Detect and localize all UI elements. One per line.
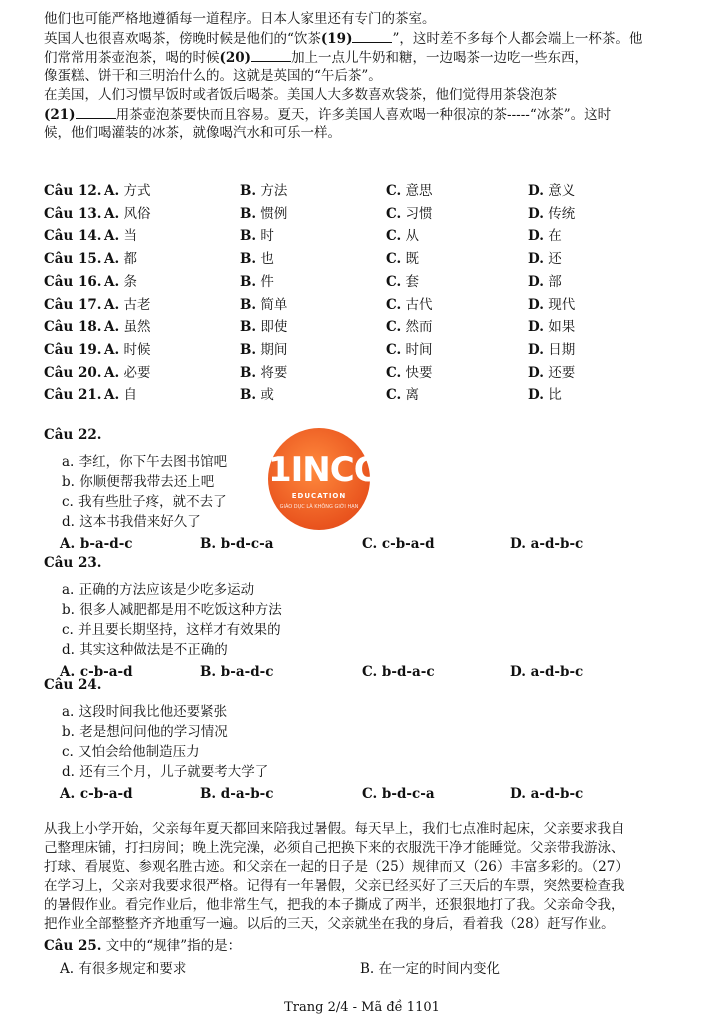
blank-number-20: (20) [219, 50, 252, 66]
option-a[interactable] [104, 295, 150, 315]
option-a[interactable]: A. c-b-a-d [60, 786, 133, 802]
option-letter: A. [104, 228, 120, 245]
option-text: 即使 [260, 319, 288, 336]
option-text: 方法 [260, 183, 288, 199]
option-letter: C. [386, 387, 402, 404]
question-label: Câu 21. [44, 387, 102, 404]
option-c[interactable]: C. b-d-a-c [362, 664, 435, 680]
option-letter: D. [528, 341, 544, 358]
option-letter: A. [104, 364, 120, 381]
question-row [44, 181, 694, 201]
question-row [44, 272, 694, 292]
option-letter: C. [386, 364, 402, 381]
question-label: Câu 17. [44, 296, 102, 313]
question-label: Câu 19. [44, 341, 102, 358]
option-c[interactable] [386, 272, 419, 292]
question-label: Câu 20. [44, 364, 102, 381]
question-row [44, 363, 694, 383]
option-letter: A. [104, 205, 120, 222]
option-c[interactable] [386, 181, 433, 201]
logo-text: 1INCO [268, 450, 382, 490]
sentence-item: c. 又怕会给他制造压力 [62, 744, 200, 760]
option-a[interactable] [104, 204, 150, 224]
option-text: 必要 [123, 364, 151, 381]
option-c[interactable] [386, 204, 433, 224]
option-text: 都 [123, 251, 137, 268]
option-text: 意思 [405, 183, 433, 199]
option-text: 件 [260, 273, 274, 290]
option-text: 时 [260, 228, 274, 245]
option-d[interactable] [528, 363, 575, 383]
question-row [44, 249, 694, 269]
passage2-line-5: 的暑假作业。看完作业后，他非常生气，把我的本子撕成了两半，还狠狠地打了我。父亲命令我， [44, 897, 625, 913]
inco-logo [268, 428, 382, 530]
option-b[interactable] [240, 317, 287, 337]
question-row [44, 295, 694, 315]
sentence-item: a. 正确的方法应该是少吃多运动 [62, 582, 255, 598]
option-a[interactable]: A. 有很多规定和要求 [60, 961, 187, 977]
option-text: 将要 [260, 364, 288, 381]
sentence-item: b. 很多人减肥都是用不吃饭这种方法 [62, 602, 282, 618]
option-letter: D. [528, 183, 544, 199]
option-a[interactable] [104, 363, 150, 383]
option-b[interactable] [240, 249, 274, 269]
option-letter: B. [240, 205, 257, 222]
passage1-line-2 [44, 29, 642, 48]
sentence-item: b. 老是想问问他的学习情况 [62, 724, 228, 740]
option-d[interactable]: D. a-d-b-c [510, 664, 584, 680]
question-label: Câu 15. [44, 251, 102, 268]
question-label-q24: Câu 24. [44, 677, 102, 693]
question-label: Câu 13. [44, 205, 102, 222]
option-text: 从 [405, 228, 420, 245]
option-d[interactable] [528, 226, 562, 246]
passage2-line-3: 打球、看展览、参观名胜古迹。和父亲在一起的日子是（25）规律而又（26）丰富多彩的。（27） [44, 859, 629, 875]
option-letter: A. [104, 296, 120, 313]
option-b[interactable] [240, 340, 287, 360]
option-d[interactable] [528, 249, 562, 269]
option-letter: A. [104, 387, 120, 404]
option-c[interactable]: C. c-b-a-d [362, 536, 435, 552]
option-b[interactable] [240, 385, 274, 405]
option-letter: C. [386, 251, 402, 268]
passage2-line-2: 己整理床铺，打扫房间；晚上洗完澡，必须自己把换下来的衣服洗干净才能睡觉。父亲带我游泳、 [44, 840, 625, 856]
option-letter: C. [386, 273, 402, 290]
sentence-item: d. 其实这种做法是不正确的 [62, 642, 228, 658]
option-text: 如果 [548, 319, 576, 336]
option-text: 风俗 [123, 205, 151, 222]
option-letter: B. [240, 387, 257, 404]
option-text: 套 [405, 273, 420, 290]
sentence-item: b. 你顺便帮我带去还上吧 [62, 474, 215, 490]
option-letter: D. [528, 205, 544, 222]
option-d[interactable] [528, 340, 575, 360]
option-letter: D. [528, 296, 544, 313]
passage2-line-4: 在学习上，父亲对我要求很严格。记得有一年暑假，父亲已经买好了三天后的车票，突然要检查我 [44, 878, 625, 894]
option-text: 传统 [548, 205, 576, 222]
option-text: 当 [123, 228, 137, 245]
question-label: Câu 12. [44, 183, 102, 199]
passage1-line-5: 在美国，人们习惯早饭时或者饭后喝茶。美国人大多数喜欢袋茶，他们觉得用茶袋泡茶 [44, 87, 557, 103]
answer-options [60, 535, 700, 554]
answer-options [60, 663, 700, 682]
option-text: 日期 [548, 341, 576, 358]
option-letter: A. [104, 273, 120, 290]
option-letter: C. [386, 319, 402, 336]
passage1-line-7: 候，他们喝灌装的冰茶，就像喝汽水和可乐一样。 [44, 125, 341, 141]
sentence-item: d. 还有三个月，儿子就要考大学了 [62, 764, 269, 780]
option-d[interactable] [528, 295, 575, 315]
option-c[interactable] [386, 226, 419, 246]
option-text: 部 [548, 273, 562, 290]
passage2-line-6: 把作业全部整整齐齐地重写一遍。以后的三天，父亲就坐在我的身后，看着我（28）赶写作业。 [44, 916, 615, 932]
option-a[interactable] [104, 340, 150, 360]
option-letter: D. [528, 273, 544, 290]
passage-text: 们常常用茶壶泡茶，喝的时候 [44, 50, 220, 66]
passage-text: 加上一点儿牛奶和糖，一边喝茶一边吃一些东西， [291, 50, 589, 66]
option-text: 自 [123, 387, 137, 404]
option-a[interactable] [104, 226, 137, 246]
question-row [44, 340, 694, 360]
blank-21 [76, 105, 116, 119]
question-label-q23: Câu 23. [44, 555, 102, 571]
option-c[interactable] [386, 385, 419, 405]
option-letter: A. [104, 251, 120, 268]
option-c[interactable] [386, 249, 419, 269]
option-text: 还 [548, 251, 562, 268]
option-text: 或 [260, 387, 274, 404]
option-text: 时间 [405, 341, 433, 358]
question-label-q22: Câu 22. [44, 427, 102, 443]
question-label: Câu 14. [44, 228, 102, 245]
option-a[interactable] [104, 317, 150, 337]
passage1-line-4: 像蛋糕、饼干和三明治什么的。这就是英国的“午后茶”。 [44, 68, 382, 84]
passage-text: 用茶壶泡茶要快而且容易。夏天，许多美国人喜欢喝一种很凉的茶-----“冰茶”。这时 [115, 107, 612, 123]
option-a[interactable] [104, 385, 137, 405]
passage1-line-6 [44, 105, 611, 124]
question-row [44, 204, 694, 224]
option-d[interactable] [528, 181, 575, 201]
option-c[interactable]: C. b-d-c-a [362, 786, 435, 802]
option-text: 条 [123, 273, 137, 290]
option-letter: D. [528, 319, 544, 336]
option-text: 比 [548, 387, 562, 404]
blank-number-19: (19) [320, 31, 353, 47]
option-a[interactable]: A. b-a-d-c [60, 536, 133, 552]
option-c[interactable] [386, 295, 433, 315]
blank-19 [352, 29, 392, 43]
option-letter: D. [528, 387, 544, 404]
option-b[interactable] [240, 295, 287, 315]
option-d[interactable] [528, 317, 575, 337]
option-text: 古代 [405, 296, 433, 313]
option-c[interactable] [386, 340, 433, 360]
option-text: 惯例 [260, 205, 288, 222]
sentence-item: d. 这本书我借来好久了 [62, 514, 201, 530]
option-b[interactable]: B. 在一定的时间内变化 [360, 961, 501, 977]
option-a[interactable] [104, 249, 137, 269]
option-a[interactable]: A. c-b-a-d [60, 664, 133, 680]
option-text: 意义 [548, 183, 576, 199]
option-text: 方式 [123, 183, 151, 199]
option-b[interactable] [240, 272, 274, 292]
option-letter: C. [386, 205, 402, 222]
option-text: 还要 [548, 364, 576, 381]
question-label: Câu 25. [44, 938, 102, 954]
passage1-line-3 [44, 48, 588, 67]
blank-20 [251, 48, 291, 62]
option-letter: A. [104, 341, 120, 358]
logo-subtext: EDUCATION [291, 492, 347, 500]
question-stem: 文中的“规律”指的是： [105, 938, 242, 954]
question-label: Câu 18. [44, 319, 102, 336]
option-text: 既 [405, 251, 420, 268]
option-letter: B. [240, 296, 257, 313]
option-text: 虽然 [123, 319, 151, 336]
option-letter: C. [386, 228, 402, 245]
option-letter: B. [240, 228, 257, 245]
option-letter: B. [240, 364, 257, 381]
passage-text: ”，这时差不多每个人都会端上一杯茶。他 [392, 31, 643, 47]
option-d[interactable] [528, 385, 562, 405]
option-a[interactable] [104, 272, 137, 292]
option-b[interactable] [240, 204, 287, 224]
option-letter: B. [240, 273, 257, 290]
option-letter: B. [240, 319, 257, 336]
question-row [44, 317, 694, 337]
option-letter: D. [528, 228, 544, 245]
option-d[interactable]: D. a-d-b-c [510, 786, 584, 802]
option-text: 简单 [260, 296, 288, 313]
option-c[interactable] [386, 317, 433, 337]
option-text: 离 [405, 387, 420, 404]
page-footer: Trang 2/4 - Mã đề 1101 [284, 1000, 440, 1015]
sentence-item: a. 李红，你下午去图书馆吧 [62, 454, 228, 470]
option-letter: B. [240, 251, 257, 268]
option-text: 也 [260, 251, 274, 268]
option-text: 期间 [260, 341, 288, 358]
option-letter: D. [528, 251, 544, 268]
option-letter: B. [240, 183, 257, 199]
option-d[interactable] [528, 272, 562, 292]
option-b[interactable] [240, 181, 287, 201]
logo-tagline: GIÁO DỤC LÀ KHÔNG GIỚI HẠN [279, 504, 359, 510]
option-letter: C. [386, 296, 402, 313]
question-row [44, 385, 694, 405]
option-d[interactable] [528, 204, 575, 224]
option-text: 在 [548, 228, 562, 245]
option-text: 快要 [405, 364, 433, 381]
option-b[interactable] [240, 363, 287, 383]
option-b[interactable]: B. b-a-d-c [200, 664, 274, 680]
option-letter: B. [240, 341, 257, 358]
question-row [44, 226, 694, 246]
option-letter: A. [104, 183, 120, 199]
option-d[interactable]: D. a-d-b-c [510, 536, 584, 552]
option-b[interactable]: B. d-a-b-c [200, 786, 274, 802]
option-letter: A. [104, 319, 120, 336]
option-text: 然而 [405, 319, 433, 336]
blank-number-21: (21) [44, 107, 76, 123]
answer-options [60, 785, 700, 804]
question-label: Câu 16. [44, 273, 102, 290]
option-letter: D. [528, 364, 544, 381]
option-text: 古老 [123, 296, 151, 313]
passage1-line-1: 他们也可能严格地遵循每一道程序。日本人家里还有专门的茶室。 [44, 11, 436, 27]
sentence-item: c. 并且要长期坚持，这样才有效果的 [62, 622, 281, 638]
option-text: 现代 [548, 296, 576, 313]
option-b[interactable] [240, 226, 274, 246]
option-b[interactable]: B. b-d-c-a [200, 536, 274, 552]
option-a[interactable] [104, 181, 150, 201]
option-letter: C. [386, 341, 402, 358]
option-letter: C. [386, 183, 402, 199]
question-25-options [60, 960, 700, 979]
option-c[interactable] [386, 363, 433, 383]
option-text: 习惯 [405, 205, 433, 222]
sentence-item: a. 这段时间我比他还要紧张 [62, 704, 228, 720]
question-25 [44, 937, 241, 955]
passage-text: 英国人也很喜欢喝茶，傍晚时候是他们的“饮茶 [44, 31, 321, 47]
option-text: 时候 [123, 341, 151, 358]
sentence-item: c. 我有些肚子疼，就不去了 [62, 494, 227, 510]
passage2-line-1: 从我上小学开始，父亲每年夏天都回来陪我过暑假。每天早上，我们七点准时起床，父亲要求我自 [44, 821, 625, 837]
